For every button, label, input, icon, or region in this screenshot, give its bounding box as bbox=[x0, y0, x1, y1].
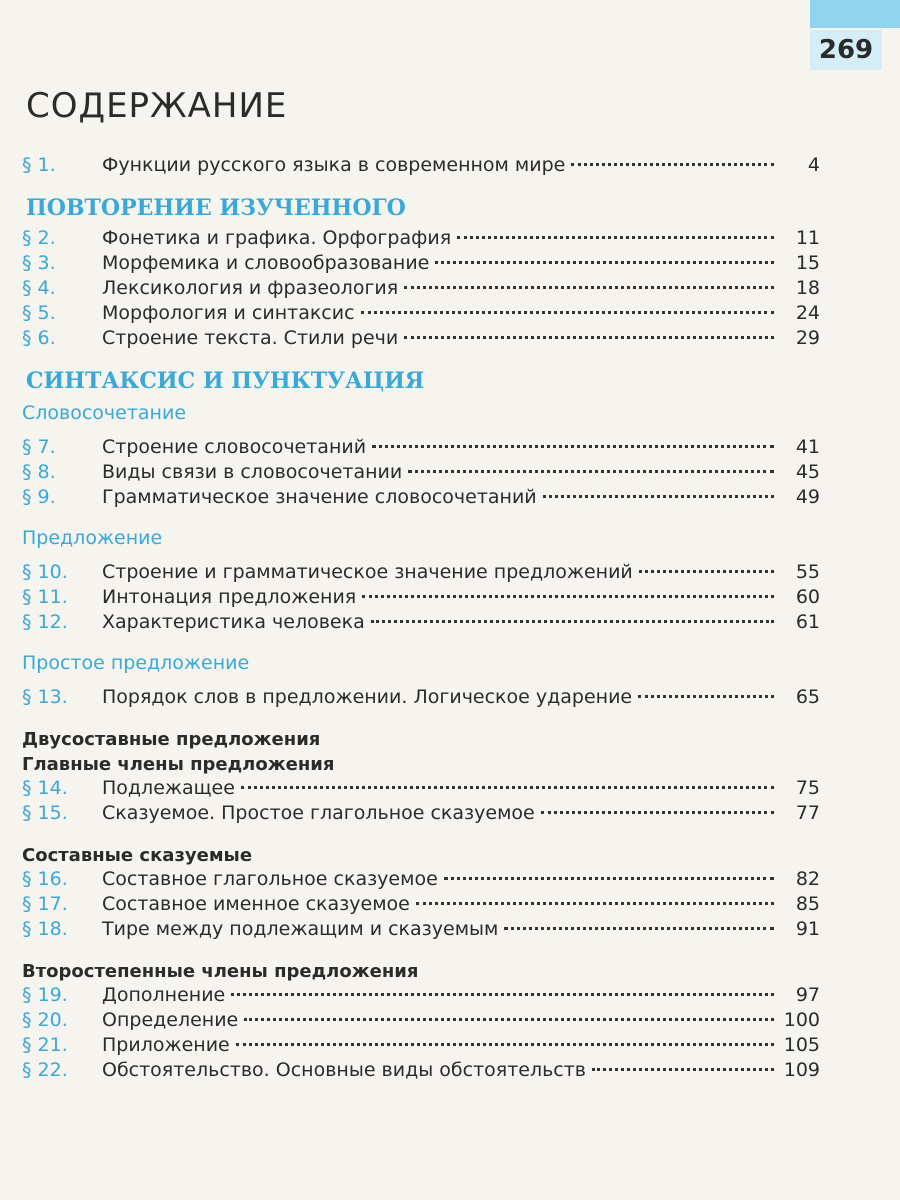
secondary-list bbox=[20, 984, 820, 1084]
entry-label: Обстоятельство. Основные виды обстоятельств bbox=[102, 1059, 586, 1081]
entry-page: 41 bbox=[795, 436, 820, 458]
subsection-title-sentence: Предложение bbox=[22, 527, 163, 549]
group-title-secondary: Второстепенные члены предложения bbox=[22, 961, 419, 982]
entry-page: 45 bbox=[795, 461, 820, 483]
toc-entry[interactable] bbox=[20, 868, 820, 893]
leader-dots bbox=[592, 1068, 774, 1071]
entry-page: 75 bbox=[795, 777, 820, 799]
entry-page: 85 bbox=[795, 893, 820, 915]
entry-number: § 2. bbox=[22, 227, 56, 249]
entry-label: Функции русского языка в современном мире bbox=[102, 154, 566, 176]
entry-page: 15 bbox=[795, 252, 820, 274]
toc-entry[interactable] bbox=[20, 611, 820, 636]
leader-dots bbox=[244, 1018, 774, 1021]
toc-entry[interactable] bbox=[20, 1059, 820, 1084]
toc-entry[interactable] bbox=[20, 277, 820, 302]
sentence-list bbox=[20, 561, 820, 636]
simple-list bbox=[20, 686, 820, 711]
entry-number: § 4. bbox=[22, 277, 56, 299]
entry-page: 77 bbox=[795, 802, 820, 824]
entry-label: Морфология и синтаксис bbox=[102, 302, 355, 324]
entry-page: 49 bbox=[795, 486, 820, 508]
entry-page: 24 bbox=[795, 302, 820, 324]
entry-page: 109 bbox=[783, 1059, 820, 1081]
entry-page: 97 bbox=[795, 984, 820, 1006]
leader-dots bbox=[457, 236, 774, 239]
leader-dots bbox=[371, 620, 774, 623]
entry-label: Строение и грамматическое значение предложений bbox=[102, 561, 633, 583]
entry-label: Определение bbox=[102, 1009, 239, 1031]
leader-dots bbox=[543, 495, 774, 498]
section-title-repeat: ПОВТОРЕНИЕ ИЗУЧЕННОГО bbox=[26, 195, 406, 221]
entry-label: Порядок слов в предложении. Логическое ударение bbox=[102, 686, 633, 708]
group-title-compound: Составные сказуемые bbox=[22, 845, 253, 866]
entry-label: Характеристика человека bbox=[102, 611, 365, 633]
toc-entry[interactable] bbox=[20, 436, 820, 461]
entry-page: 18 bbox=[795, 277, 820, 299]
entry-number: § 6. bbox=[22, 327, 56, 349]
leader-dots bbox=[404, 286, 774, 289]
entry-label: Приложение bbox=[102, 1034, 230, 1056]
leader-dots bbox=[241, 786, 774, 789]
entry-label: Строение текста. Стили речи bbox=[102, 327, 399, 349]
toc-entry[interactable] bbox=[20, 227, 820, 252]
table-of-contents bbox=[20, 86, 820, 1100]
toc-entry[interactable] bbox=[20, 777, 820, 802]
toc-entry[interactable] bbox=[20, 586, 820, 611]
entry-number: § 17. bbox=[22, 893, 68, 915]
page-tab bbox=[810, 0, 900, 28]
entry-label: Фонетика и графика. Орфография bbox=[102, 227, 452, 249]
toc-entry[interactable] bbox=[20, 461, 820, 486]
entry-page: 82 bbox=[795, 868, 820, 890]
leader-dots bbox=[504, 927, 774, 930]
leader-dots bbox=[435, 261, 774, 264]
toc-entry[interactable] bbox=[20, 802, 820, 827]
entry-page: 65 bbox=[795, 686, 820, 708]
entry-number: § 22. bbox=[22, 1059, 68, 1081]
entry-page: 29 bbox=[795, 327, 820, 349]
group-subtitle-main-members: Главные члены предложения bbox=[22, 754, 335, 775]
entry-number: § 7. bbox=[22, 436, 56, 458]
entry-label: Составное именное сказуемое bbox=[102, 893, 410, 915]
leader-dots bbox=[408, 470, 774, 473]
toc-entry[interactable] bbox=[20, 327, 820, 352]
entry-label: Виды связи в словосочетании bbox=[102, 461, 403, 483]
entry-label: Подлежащее bbox=[102, 777, 235, 799]
toc-entry[interactable] bbox=[20, 154, 820, 179]
entry-page: 105 bbox=[783, 1034, 820, 1056]
leader-dots bbox=[231, 993, 774, 996]
entry-label: Строение словосочетаний bbox=[102, 436, 367, 458]
leader-dots bbox=[372, 445, 774, 448]
entry-number: § 9. bbox=[22, 486, 56, 508]
entry-number: § 20. bbox=[22, 1009, 68, 1031]
toc-entry[interactable] bbox=[20, 893, 820, 918]
entry-number: § 12. bbox=[22, 611, 68, 633]
page-number: 269 bbox=[810, 30, 882, 70]
entry-page: 60 bbox=[795, 586, 820, 608]
toc-entry[interactable] bbox=[20, 302, 820, 327]
phrase-list bbox=[20, 436, 820, 511]
entry-label: Составное глагольное сказуемое bbox=[102, 868, 438, 890]
entry-label: Интонация предложения bbox=[102, 586, 357, 608]
entry-number: § 5. bbox=[22, 302, 56, 324]
entry-number: § 3. bbox=[22, 252, 56, 274]
twopart-list bbox=[20, 777, 820, 827]
toc-entry[interactable] bbox=[20, 686, 820, 711]
toc-entry[interactable] bbox=[20, 984, 820, 1009]
entry-number: § 13. bbox=[22, 686, 68, 708]
entry-number: § 15. bbox=[22, 802, 68, 824]
leader-dots bbox=[361, 311, 774, 314]
page-title: СОДЕРЖАНИЕ bbox=[26, 86, 288, 126]
subsection-title-phrase: Словосочетание bbox=[22, 402, 187, 424]
entry-page: 61 bbox=[795, 611, 820, 633]
entry-page: 55 bbox=[795, 561, 820, 583]
entry-label: Дополнение bbox=[102, 984, 226, 1006]
entry-label: Тире между подлежащим и сказуемым bbox=[102, 918, 499, 940]
subsection-title-simple: Простое предложение bbox=[22, 652, 250, 674]
entry-number: § 16. bbox=[22, 868, 68, 890]
leader-dots bbox=[638, 695, 774, 698]
entry-page: 4 bbox=[807, 154, 820, 176]
entry-label: Сказуемое. Простое глагольное сказуемое bbox=[102, 802, 535, 824]
entry-label: Морфемика и словообразование bbox=[102, 252, 430, 274]
entry-number: § 21. bbox=[22, 1034, 68, 1056]
entry-label: Грамматическое значение словосочетаний bbox=[102, 486, 537, 508]
entry-number: § 1. bbox=[22, 154, 56, 176]
toc-entry[interactable] bbox=[20, 486, 820, 511]
entry-number: § 11. bbox=[22, 586, 68, 608]
compound-list bbox=[20, 868, 820, 943]
toc-entry[interactable] bbox=[20, 918, 820, 943]
section-title-syntax: СИНТАКСИС И ПУНКТУАЦИЯ bbox=[26, 368, 425, 394]
leader-dots bbox=[444, 877, 774, 880]
leader-dots bbox=[571, 163, 774, 166]
entry-number: § 10. bbox=[22, 561, 68, 583]
leader-dots bbox=[541, 811, 774, 814]
intro-block bbox=[20, 154, 820, 179]
repeat-list bbox=[20, 227, 820, 352]
entry-page: 11 bbox=[795, 227, 820, 249]
entry-number: § 14. bbox=[22, 777, 68, 799]
toc-entry[interactable] bbox=[20, 1009, 820, 1034]
leader-dots bbox=[404, 336, 774, 339]
leader-dots bbox=[236, 1043, 774, 1046]
entry-label: Лексикология и фразеология bbox=[102, 277, 399, 299]
toc-entry[interactable] bbox=[20, 561, 820, 586]
entry-number: § 18. bbox=[22, 918, 68, 940]
entry-page: 100 bbox=[783, 1009, 820, 1031]
entry-number: § 19. bbox=[22, 984, 68, 1006]
group-title-twopart: Двусоставные предложения bbox=[22, 729, 321, 750]
entry-number: § 8. bbox=[22, 461, 56, 483]
leader-dots bbox=[416, 902, 774, 905]
leader-dots bbox=[639, 570, 774, 573]
toc-entry[interactable] bbox=[20, 252, 820, 277]
leader-dots bbox=[362, 595, 774, 598]
toc-entry[interactable] bbox=[20, 1034, 820, 1059]
entry-page: 91 bbox=[795, 918, 820, 940]
